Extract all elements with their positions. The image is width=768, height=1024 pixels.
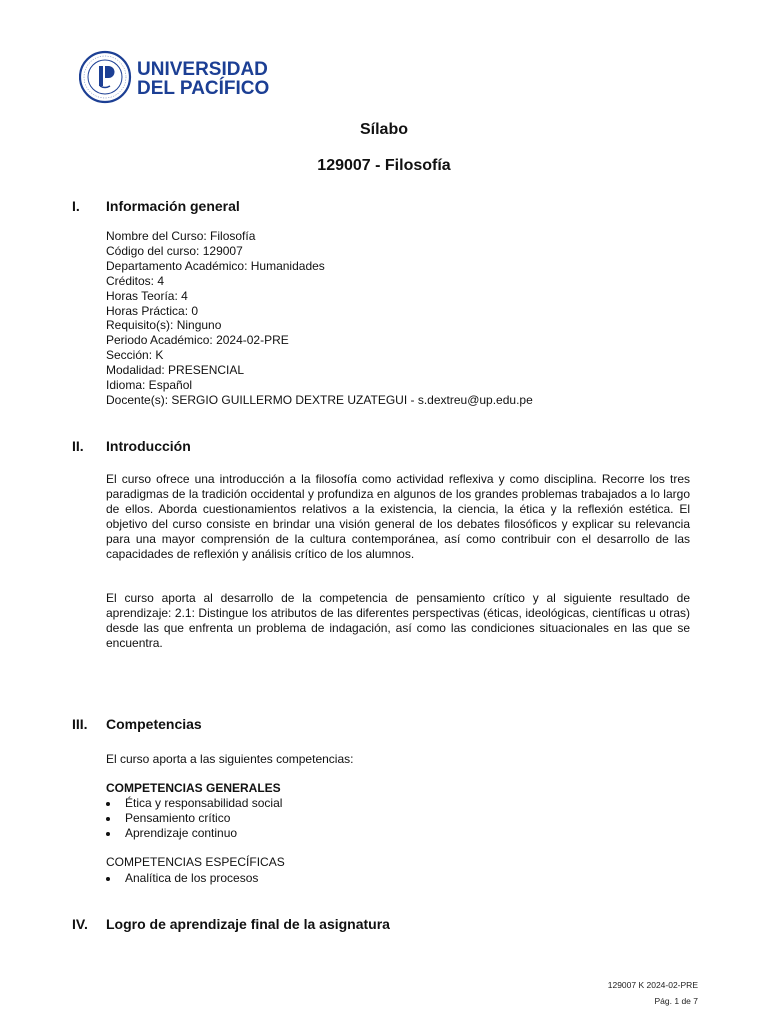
info-item: Modalidad: PRESENCIAL <box>106 363 245 378</box>
bullet-icon <box>106 817 110 821</box>
section-number: IV. <box>72 916 88 932</box>
section-number: III. <box>72 716 88 732</box>
university-logo <box>79 46 269 110</box>
list-item <box>106 871 690 886</box>
section-general-heading <box>72 198 240 214</box>
bullet-icon <box>106 877 110 881</box>
footer-course-code: 129007 K 2024-02-PRE <box>607 980 698 990</box>
footer-page-number: Pág. 1 de 7 <box>654 996 698 1006</box>
list-item <box>106 811 690 826</box>
competency-label: Ética y responsabilidad social <box>125 796 283 810</box>
intro-paragraph-2: El curso aporta al desarrollo de la competencia de pensamiento crítico y al siguiente resultado de aprendizaje: 2.1: Distingue los atributos de las diferentes perspectivas (éticas, ideológicas, científicas u otras) desde las que enfrenta un problema de indagación, así como las condiciones situacionales en las que se encuentra. <box>106 591 690 650</box>
section-competencias-heading <box>72 716 202 732</box>
specific-competencies-heading: COMPETENCIAS ESPECÍFICAS <box>106 855 285 869</box>
section-intro-heading <box>72 438 191 454</box>
list-item <box>106 796 690 811</box>
specific-competencies-list <box>106 871 690 886</box>
list-item <box>106 826 690 841</box>
section-logro-heading <box>72 916 390 932</box>
section-number: I. <box>72 198 80 214</box>
section-title: Información general <box>106 198 240 214</box>
info-item: Requisito(s): Ninguno <box>106 318 222 333</box>
general-competencies-list <box>106 796 690 841</box>
competency-label: Analítica de los procesos <box>125 871 259 885</box>
info-item: Horas Práctica: 0 <box>106 303 199 318</box>
bullet-icon <box>106 802 110 806</box>
info-item: Periodo Académico: 2024-02-PRE <box>106 333 289 348</box>
course-title: 129007 - Filosofía <box>317 157 451 174</box>
info-item: Créditos: 4 <box>106 273 165 288</box>
info-item: Sección: K <box>106 348 164 363</box>
info-item: Horas Teoría: 4 <box>106 288 188 303</box>
general-info-list <box>106 229 690 408</box>
document-title: Sílabo <box>359 121 408 138</box>
competency-label: Aprendizaje continuo <box>125 825 238 840</box>
info-item: Nombre del Curso: Filosofía <box>106 229 256 243</box>
info-item: Docente(s): SERGIO GUILLERMO DEXTRE UZATEGUI - s.dextreu@up.edu.pe <box>106 392 533 407</box>
logo-line-2: DEL PACÍFICO <box>137 78 269 99</box>
section-title: Introducción <box>106 438 191 454</box>
general-competencies-heading: COMPETENCIAS GENERALES <box>106 781 281 795</box>
bullet-icon <box>106 832 110 836</box>
section-title: Logro de aprendizaje final de la asignatura <box>106 916 390 932</box>
intro-paragraph-1: El curso ofrece una introducción a la filosofía como actividad reflexiva y como disciplina. Recorre los tres paradigmas de la tradición occidental y profundiza en algunos de los grandes problemas trabajados a lo largo de ellos. Aborda cuestionamientos relativos a la existencia, la ciencia, la ética y la reflexión estética. El objetivo del curso consiste en brindar una visión general de los debates filosóficos y explicar su relevancia para una mayor comprensión de la cultura contemporánea, así como contribuir con el desarrollo de las capacidades de reflexión y análisis crítico de los alumnos. <box>106 472 690 561</box>
competency-label: Pensamiento crítico <box>125 810 231 825</box>
info-item: Departamento Académico: Humanidades <box>106 258 325 273</box>
logo-line-1: UNIVERSIDAD <box>137 59 268 80</box>
competencias-lead: El curso aporta a las siguientes competencias: <box>106 752 354 766</box>
info-item: Código del curso: 129007 <box>106 243 243 258</box>
section-number: II. <box>72 438 84 454</box>
section-title: Competencias <box>106 716 202 732</box>
info-item: Idioma: Español <box>106 378 193 393</box>
